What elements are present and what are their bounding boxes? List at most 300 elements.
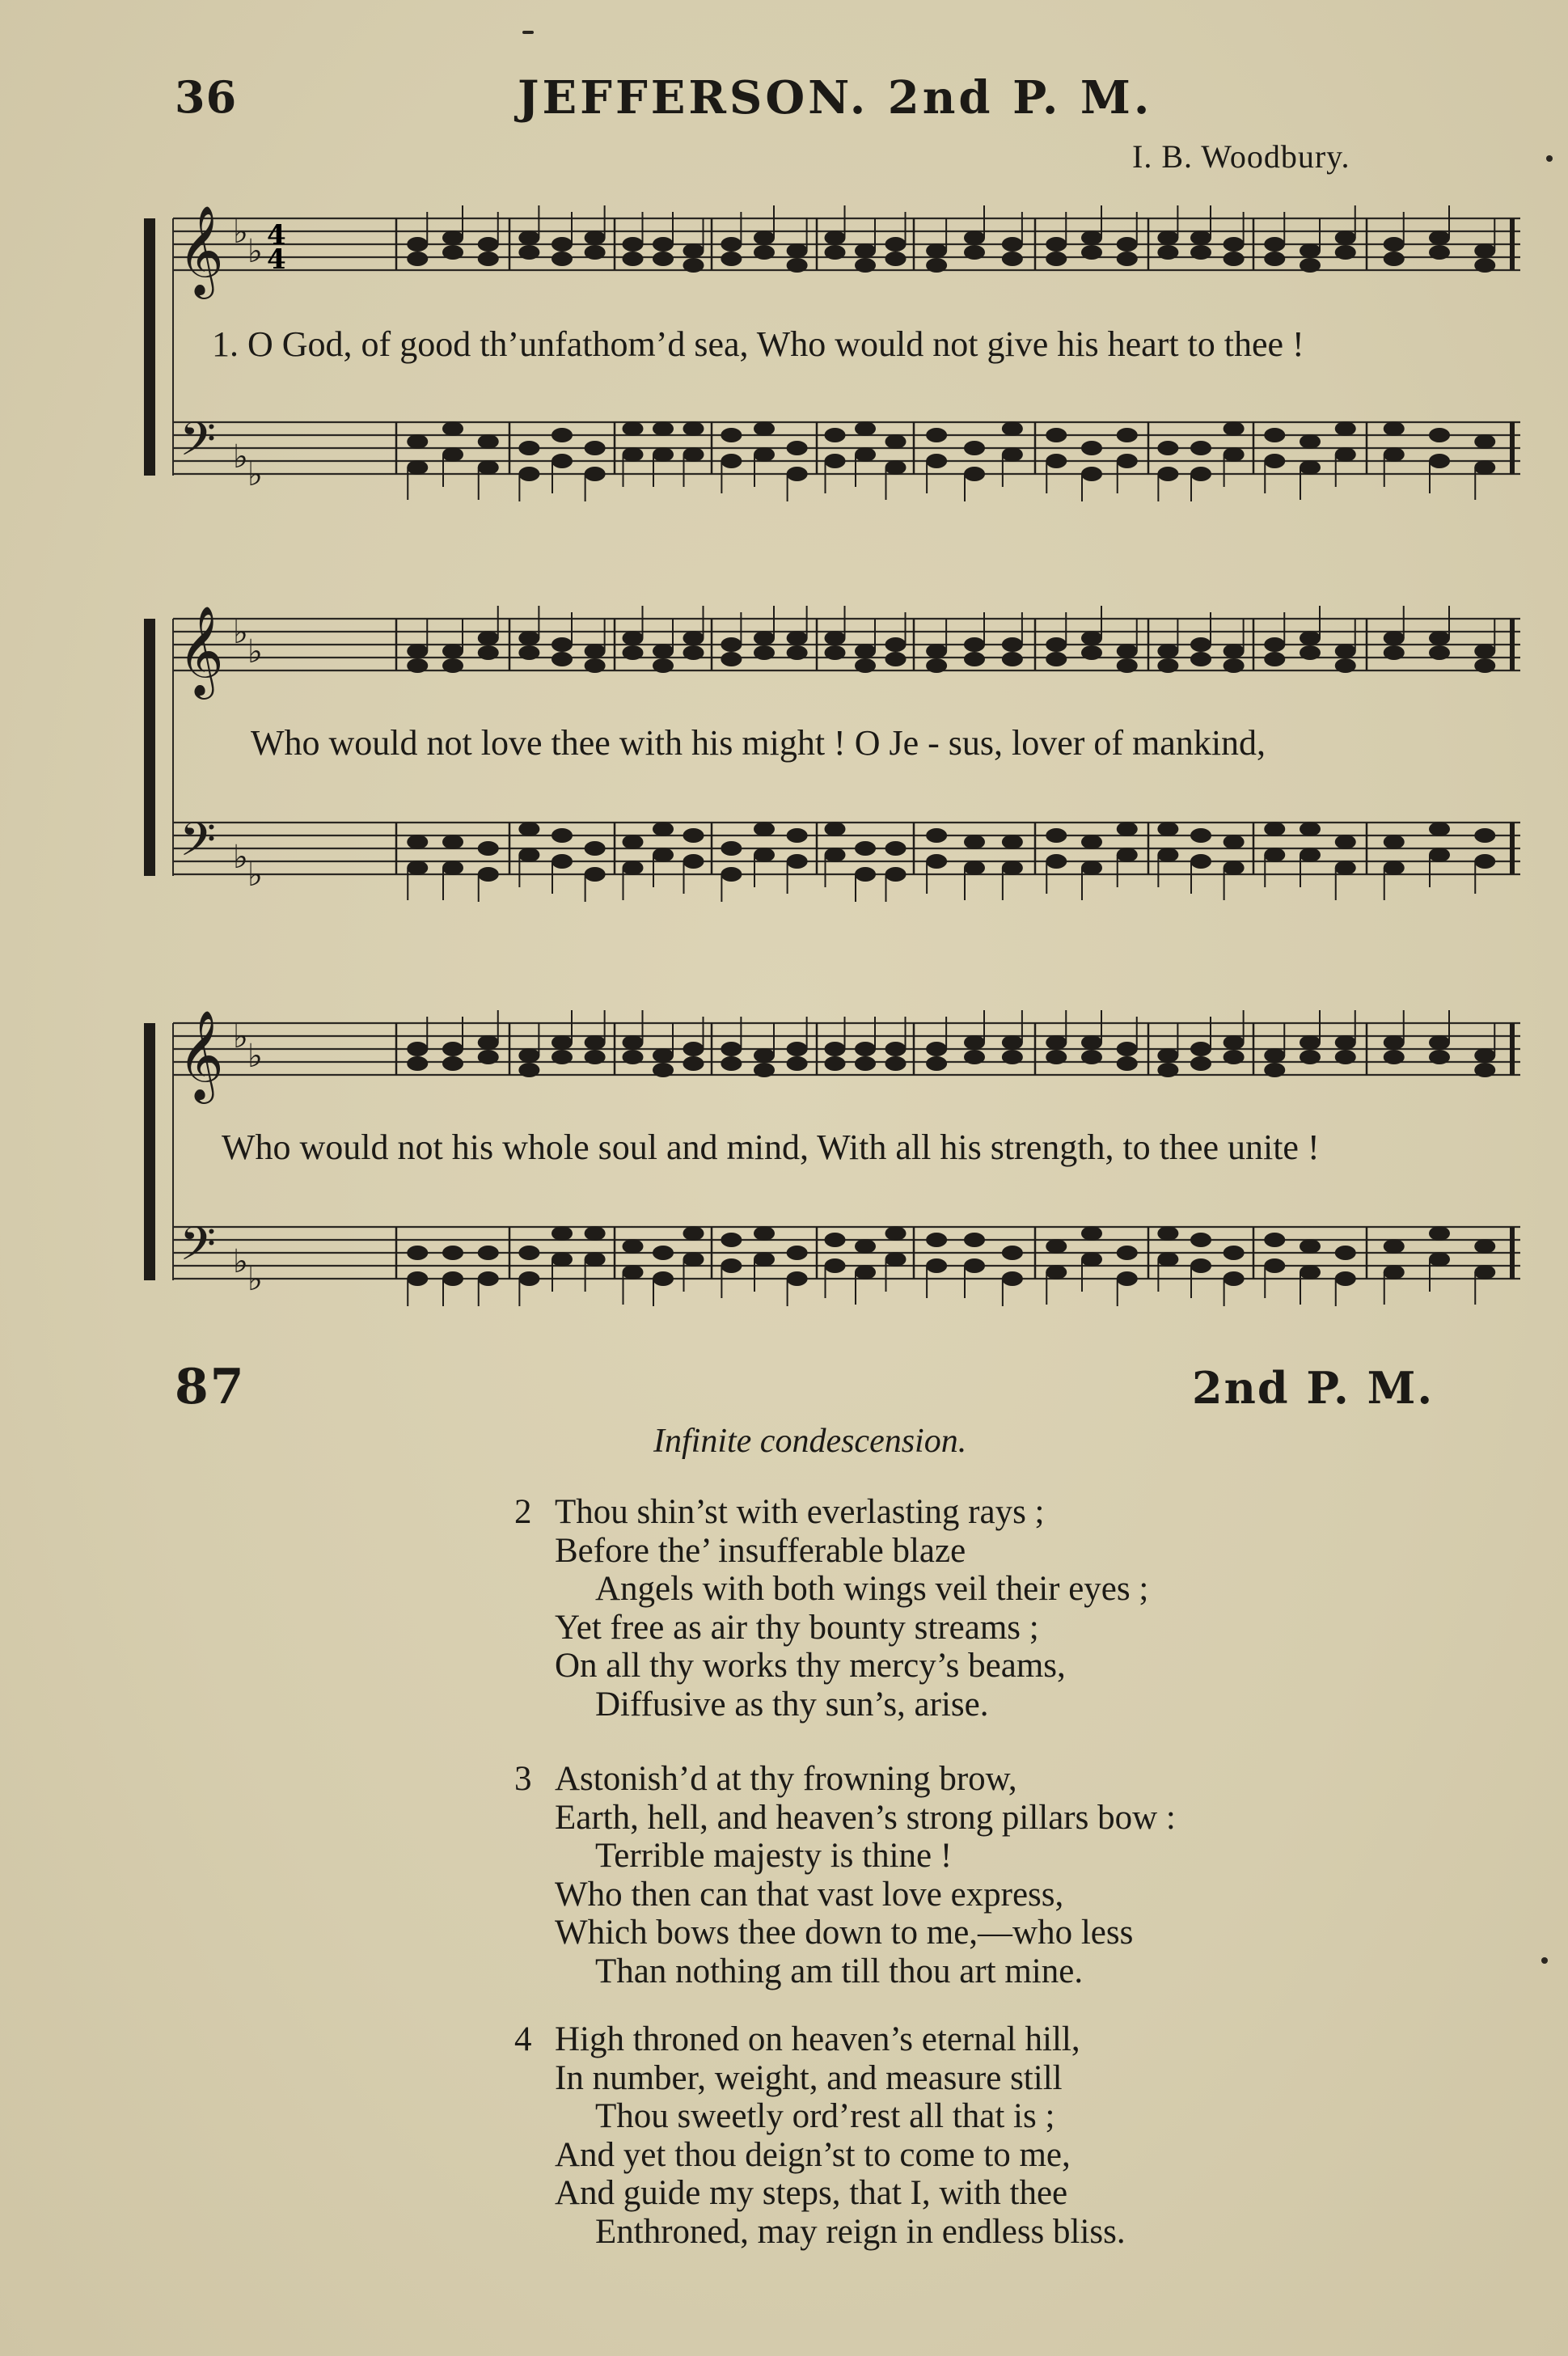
note-head — [1474, 243, 1495, 258]
note-head — [1264, 1063, 1285, 1077]
note-head — [653, 1271, 674, 1286]
note-head — [478, 1271, 499, 1286]
note-head — [552, 428, 573, 442]
note-head — [1157, 1063, 1178, 1077]
note-head — [855, 644, 876, 658]
note-head — [1429, 1226, 1450, 1241]
note-head — [1081, 645, 1102, 660]
note-head — [518, 1063, 539, 1077]
note-head — [1117, 1042, 1138, 1056]
note-head — [623, 1035, 644, 1050]
note-head — [855, 1265, 876, 1280]
note-head — [1335, 1246, 1356, 1260]
note-head — [1300, 848, 1321, 862]
note-head — [754, 631, 775, 645]
note-head — [754, 645, 775, 660]
note-head — [653, 1246, 674, 1260]
note-head — [1335, 644, 1356, 658]
note-head — [1429, 645, 1450, 660]
note-head — [1300, 258, 1321, 273]
note-head — [964, 441, 985, 455]
note-head — [1384, 252, 1405, 266]
note-head — [1081, 441, 1102, 455]
note-head — [787, 854, 808, 869]
note-head — [1157, 658, 1178, 673]
verse-line: Yet free as air thy bounty streams ; — [555, 1608, 1039, 1647]
note-head — [1190, 1233, 1211, 1247]
verse-2 — [514, 1493, 1148, 1724]
note-head — [855, 447, 876, 462]
note-head — [478, 237, 499, 252]
note-head — [1264, 652, 1285, 666]
note-head — [585, 841, 606, 856]
verse-number: 2 — [514, 1493, 532, 1531]
note-head — [754, 1063, 775, 1077]
note-head — [1474, 258, 1495, 273]
note-head — [623, 237, 644, 252]
note-head — [964, 231, 985, 245]
note-head — [885, 460, 907, 475]
note-head — [478, 867, 499, 882]
verse-line: Than nothing am till thou art mine. — [595, 1952, 1084, 1990]
note-head — [926, 1233, 947, 1247]
note-head — [855, 243, 876, 258]
verse-line: Thou sweetly ord’rest all that is ; — [595, 2097, 1055, 2135]
note-head — [964, 861, 985, 875]
note-head — [1046, 1050, 1067, 1064]
note-head — [754, 1048, 775, 1063]
note-head — [1224, 237, 1245, 252]
treble-clef-icon: 𝄞 — [178, 605, 224, 696]
note-head — [1224, 861, 1245, 875]
note-head — [585, 1226, 606, 1241]
note-head — [1081, 245, 1102, 260]
note-head — [1474, 1048, 1495, 1063]
time-signature: 4 — [267, 219, 286, 252]
note-head — [478, 460, 499, 475]
note-head — [407, 252, 428, 266]
note-head — [1335, 245, 1356, 260]
note-head — [855, 1042, 876, 1056]
flat-sign: ♭ — [233, 614, 248, 651]
verse-line: Enthroned, may reign in endless bliss. — [595, 2212, 1126, 2251]
note-head — [442, 644, 463, 658]
note-head — [885, 652, 907, 666]
note-head — [1429, 454, 1450, 468]
note-head — [653, 252, 674, 266]
note-head — [1046, 637, 1067, 652]
note-head — [926, 258, 947, 273]
note-head — [518, 1048, 539, 1063]
note-head — [478, 631, 499, 645]
note-head — [1002, 447, 1023, 462]
hymn-number: 87 — [175, 1359, 246, 1415]
note-head — [787, 1246, 808, 1260]
system-brace — [144, 218, 155, 476]
composer-credit: I. B. Woodbury. — [1132, 138, 1350, 175]
verse-line: Who then can that vast love express, — [555, 1875, 1064, 1914]
note-head — [787, 467, 808, 481]
note-head — [518, 1271, 539, 1286]
note-head — [825, 1258, 846, 1273]
note-head — [787, 258, 808, 273]
note-head — [855, 258, 876, 273]
note-head — [1335, 231, 1356, 245]
note-head — [721, 637, 742, 652]
note-head — [754, 421, 775, 436]
note-head — [1474, 1239, 1495, 1254]
note-head — [1224, 644, 1245, 658]
ink-speck — [1546, 155, 1553, 162]
note-head — [478, 645, 499, 660]
note-head — [787, 1056, 808, 1071]
note-head — [855, 658, 876, 673]
note-head — [442, 658, 463, 673]
note-head — [653, 447, 674, 462]
note-head — [1117, 658, 1138, 673]
note-head — [683, 631, 704, 645]
note-head — [1190, 1056, 1211, 1071]
note-head — [754, 447, 775, 462]
lyric-line-1: 1. O God, of good th’unfathom’d sea, Who would not give his heart to thee ! — [212, 324, 1304, 364]
note-head — [407, 1271, 428, 1286]
verse-line: In number, weight, and measure still — [555, 2058, 1063, 2097]
note-head — [478, 841, 499, 856]
note-head — [1384, 237, 1405, 252]
note-head — [653, 237, 674, 252]
note-head — [1300, 631, 1321, 645]
note-head — [683, 854, 704, 869]
note-head — [926, 454, 947, 468]
note-head — [926, 1056, 947, 1071]
note-head — [1190, 652, 1211, 666]
note-head — [1157, 848, 1178, 862]
flat-sign: ♭ — [247, 857, 263, 894]
note-head — [1046, 237, 1067, 252]
note-head — [1264, 1048, 1285, 1063]
note-head — [1335, 658, 1356, 673]
note-head — [754, 231, 775, 245]
note-head — [623, 252, 644, 266]
note-head — [964, 1050, 985, 1064]
flat-sign: ♭ — [233, 1243, 248, 1280]
note-head — [1117, 252, 1138, 266]
note-head — [1429, 822, 1450, 836]
note-head — [1081, 835, 1102, 849]
note-head — [1300, 645, 1321, 660]
system-brace — [144, 619, 155, 876]
note-head — [1081, 1035, 1102, 1050]
note-head — [855, 1239, 876, 1254]
note-head — [683, 1042, 704, 1056]
note-head — [1190, 1258, 1211, 1273]
note-head — [1046, 854, 1067, 869]
note-head — [754, 245, 775, 260]
note-head — [885, 252, 907, 266]
note-head — [1046, 828, 1067, 843]
note-head — [552, 454, 573, 468]
hymn-meter: 2nd P. M. — [1192, 1362, 1435, 1414]
note-head — [1117, 1271, 1138, 1286]
note-head — [1264, 822, 1285, 836]
note-head — [683, 645, 704, 660]
note-head — [1117, 1056, 1138, 1071]
note-head — [1429, 1050, 1450, 1064]
note-head — [407, 237, 428, 252]
note-head — [653, 658, 674, 673]
note-head — [585, 867, 606, 882]
note-head — [1190, 828, 1211, 843]
note-head — [1157, 231, 1178, 245]
note-head — [1429, 1035, 1450, 1050]
note-head — [1157, 1048, 1178, 1063]
note-head — [964, 1258, 985, 1273]
time-signature: 4 — [267, 243, 286, 276]
note-head — [1264, 454, 1285, 468]
note-head — [885, 237, 907, 252]
note-head — [1474, 828, 1495, 843]
note-head — [1002, 637, 1023, 652]
note-head — [623, 1239, 644, 1254]
verse-line: Diffusive as thy sun’s, arise. — [595, 1685, 989, 1724]
note-head — [623, 861, 644, 875]
note-head — [1384, 1265, 1405, 1280]
verse-line: And yet thou deign’st to come to me, — [555, 2135, 1071, 2174]
note-head — [653, 644, 674, 658]
note-head — [683, 421, 704, 436]
note-head — [623, 835, 644, 849]
note-head — [1046, 428, 1067, 442]
note-head — [721, 237, 742, 252]
note-head — [825, 1233, 846, 1247]
note-head — [1157, 441, 1178, 455]
note-head — [754, 848, 775, 862]
note-head — [1081, 861, 1102, 875]
note-head — [1117, 644, 1138, 658]
note-head — [1300, 1035, 1321, 1050]
note-head — [1224, 252, 1245, 266]
verse-line: High throned on heaven’s eternal hill, — [555, 2020, 1080, 2058]
note-head — [1384, 1239, 1405, 1254]
note-head — [585, 1252, 606, 1267]
note-head — [787, 1042, 808, 1056]
note-head — [407, 434, 428, 449]
verse-number: 3 — [514, 1760, 532, 1798]
note-head — [1335, 1271, 1356, 1286]
note-head — [623, 1265, 644, 1280]
note-head — [1046, 652, 1067, 666]
note-head — [653, 421, 674, 436]
note-head — [1157, 644, 1178, 658]
note-head — [518, 822, 539, 836]
note-head — [407, 1056, 428, 1071]
note-head — [1081, 231, 1102, 245]
note-head — [518, 848, 539, 862]
note-head — [1190, 245, 1211, 260]
note-head — [1081, 1050, 1102, 1064]
note-head — [1157, 1252, 1178, 1267]
note-head — [926, 1042, 947, 1056]
note-head — [407, 460, 428, 475]
note-head — [825, 1056, 846, 1071]
note-head — [552, 652, 573, 666]
verse-number: 4 — [514, 2020, 532, 2058]
note-head — [552, 237, 573, 252]
note-head — [721, 841, 742, 856]
note-head — [1002, 861, 1023, 875]
note-head — [1384, 645, 1405, 660]
note-head — [1081, 1252, 1102, 1267]
note-head — [926, 658, 947, 673]
note-head — [1300, 822, 1321, 836]
note-head — [885, 1042, 907, 1056]
note-head — [1300, 243, 1321, 258]
note-head — [1264, 252, 1285, 266]
note-head — [1384, 631, 1405, 645]
note-head — [1002, 1246, 1023, 1260]
note-head — [552, 637, 573, 652]
note-head — [1384, 421, 1405, 436]
note-head — [478, 434, 499, 449]
note-head — [1002, 652, 1023, 666]
note-head — [552, 1226, 573, 1241]
note-head — [623, 631, 644, 645]
page-number: 36 — [175, 71, 238, 123]
note-head — [1474, 644, 1495, 658]
note-head — [442, 231, 463, 245]
note-head — [1190, 231, 1211, 245]
note-head — [1081, 1226, 1102, 1241]
note-head — [1384, 1035, 1405, 1050]
note-head — [1157, 822, 1178, 836]
note-head — [518, 645, 539, 660]
note-head — [1117, 848, 1138, 862]
note-head — [1117, 428, 1138, 442]
note-head — [653, 822, 674, 836]
note-head — [1157, 245, 1178, 260]
note-head — [885, 1252, 907, 1267]
note-head — [855, 841, 876, 856]
note-head — [754, 822, 775, 836]
note-head — [1264, 848, 1285, 862]
note-head — [1384, 835, 1405, 849]
verse-line: Astonish’d at thy frowning brow, — [555, 1760, 1017, 1798]
note-head — [964, 835, 985, 849]
note-head — [442, 245, 463, 260]
verse-line: Earth, hell, and heaven’s strong pillars bow : — [555, 1798, 1176, 1837]
ink-speck — [1541, 1957, 1548, 1964]
note-head — [1429, 1252, 1450, 1267]
note-head — [964, 1233, 985, 1247]
note-head — [1224, 447, 1245, 462]
flat-sign: ♭ — [247, 456, 263, 493]
note-head — [926, 644, 947, 658]
note-head — [721, 252, 742, 266]
note-head — [721, 1042, 742, 1056]
verse-4 — [514, 2020, 1126, 2251]
note-head — [964, 652, 985, 666]
note-head — [1190, 637, 1211, 652]
note-head — [1300, 460, 1321, 475]
treble-clef-icon: 𝄞 — [178, 1009, 224, 1100]
note-head — [1384, 1050, 1405, 1064]
note-head — [1264, 1233, 1285, 1247]
note-head — [885, 637, 907, 652]
hymn-subtitle: Infinite condescension. — [653, 1423, 967, 1460]
bass-clef-icon: 𝄢 — [180, 1216, 217, 1283]
bass-clef-icon: 𝄢 — [180, 412, 217, 478]
note-head — [787, 1271, 808, 1286]
note-head — [1190, 441, 1211, 455]
note-head — [825, 245, 846, 260]
note-head — [754, 1252, 775, 1267]
note-head — [1117, 454, 1138, 468]
note-head — [552, 1035, 573, 1050]
note-head — [1335, 835, 1356, 849]
note-head — [1117, 237, 1138, 252]
note-head — [1474, 658, 1495, 673]
flat-sign: ♭ — [233, 839, 248, 876]
flat-sign: ♭ — [233, 1018, 248, 1055]
note-head — [1300, 1050, 1321, 1064]
note-head — [1224, 1271, 1245, 1286]
note-head — [1002, 835, 1023, 849]
note-head — [787, 631, 808, 645]
note-head — [1429, 848, 1450, 862]
note-head — [1264, 637, 1285, 652]
note-head — [787, 645, 808, 660]
note-head — [1002, 252, 1023, 266]
note-head — [1190, 1042, 1211, 1056]
note-head — [885, 1226, 907, 1241]
note-head — [787, 243, 808, 258]
note-head — [926, 243, 947, 258]
note-head — [825, 1042, 846, 1056]
note-head — [825, 428, 846, 442]
note-head — [1190, 467, 1211, 481]
note-head — [683, 1252, 704, 1267]
note-head — [1190, 854, 1211, 869]
note-head — [442, 447, 463, 462]
note-head — [855, 421, 876, 436]
note-head — [518, 467, 539, 481]
note-head — [442, 421, 463, 436]
note-head — [623, 645, 644, 660]
ink-speck — [522, 31, 534, 34]
note-head — [1046, 252, 1067, 266]
flat-sign: ♭ — [247, 1038, 263, 1075]
note-head — [721, 1056, 742, 1071]
note-head — [1474, 434, 1495, 449]
verse-line: Angels with both wings veil their eyes ; — [595, 1570, 1149, 1608]
note-head — [825, 645, 846, 660]
note-head — [926, 1258, 947, 1273]
tune-title: JEFFERSON. 2nd P. M. — [518, 71, 1153, 125]
flat-sign: ♭ — [247, 633, 263, 670]
note-head — [585, 245, 606, 260]
note-head — [1046, 1239, 1067, 1254]
verse-line: And guide my steps, that I, with thee — [555, 2174, 1068, 2212]
note-head — [721, 454, 742, 468]
note-head — [1300, 434, 1321, 449]
note-head — [1264, 1258, 1285, 1273]
note-head — [407, 1246, 428, 1260]
note-head — [1224, 421, 1245, 436]
flat-sign: ♭ — [233, 438, 248, 476]
note-head — [1081, 631, 1102, 645]
note-head — [1046, 454, 1067, 468]
note-head — [585, 658, 606, 673]
